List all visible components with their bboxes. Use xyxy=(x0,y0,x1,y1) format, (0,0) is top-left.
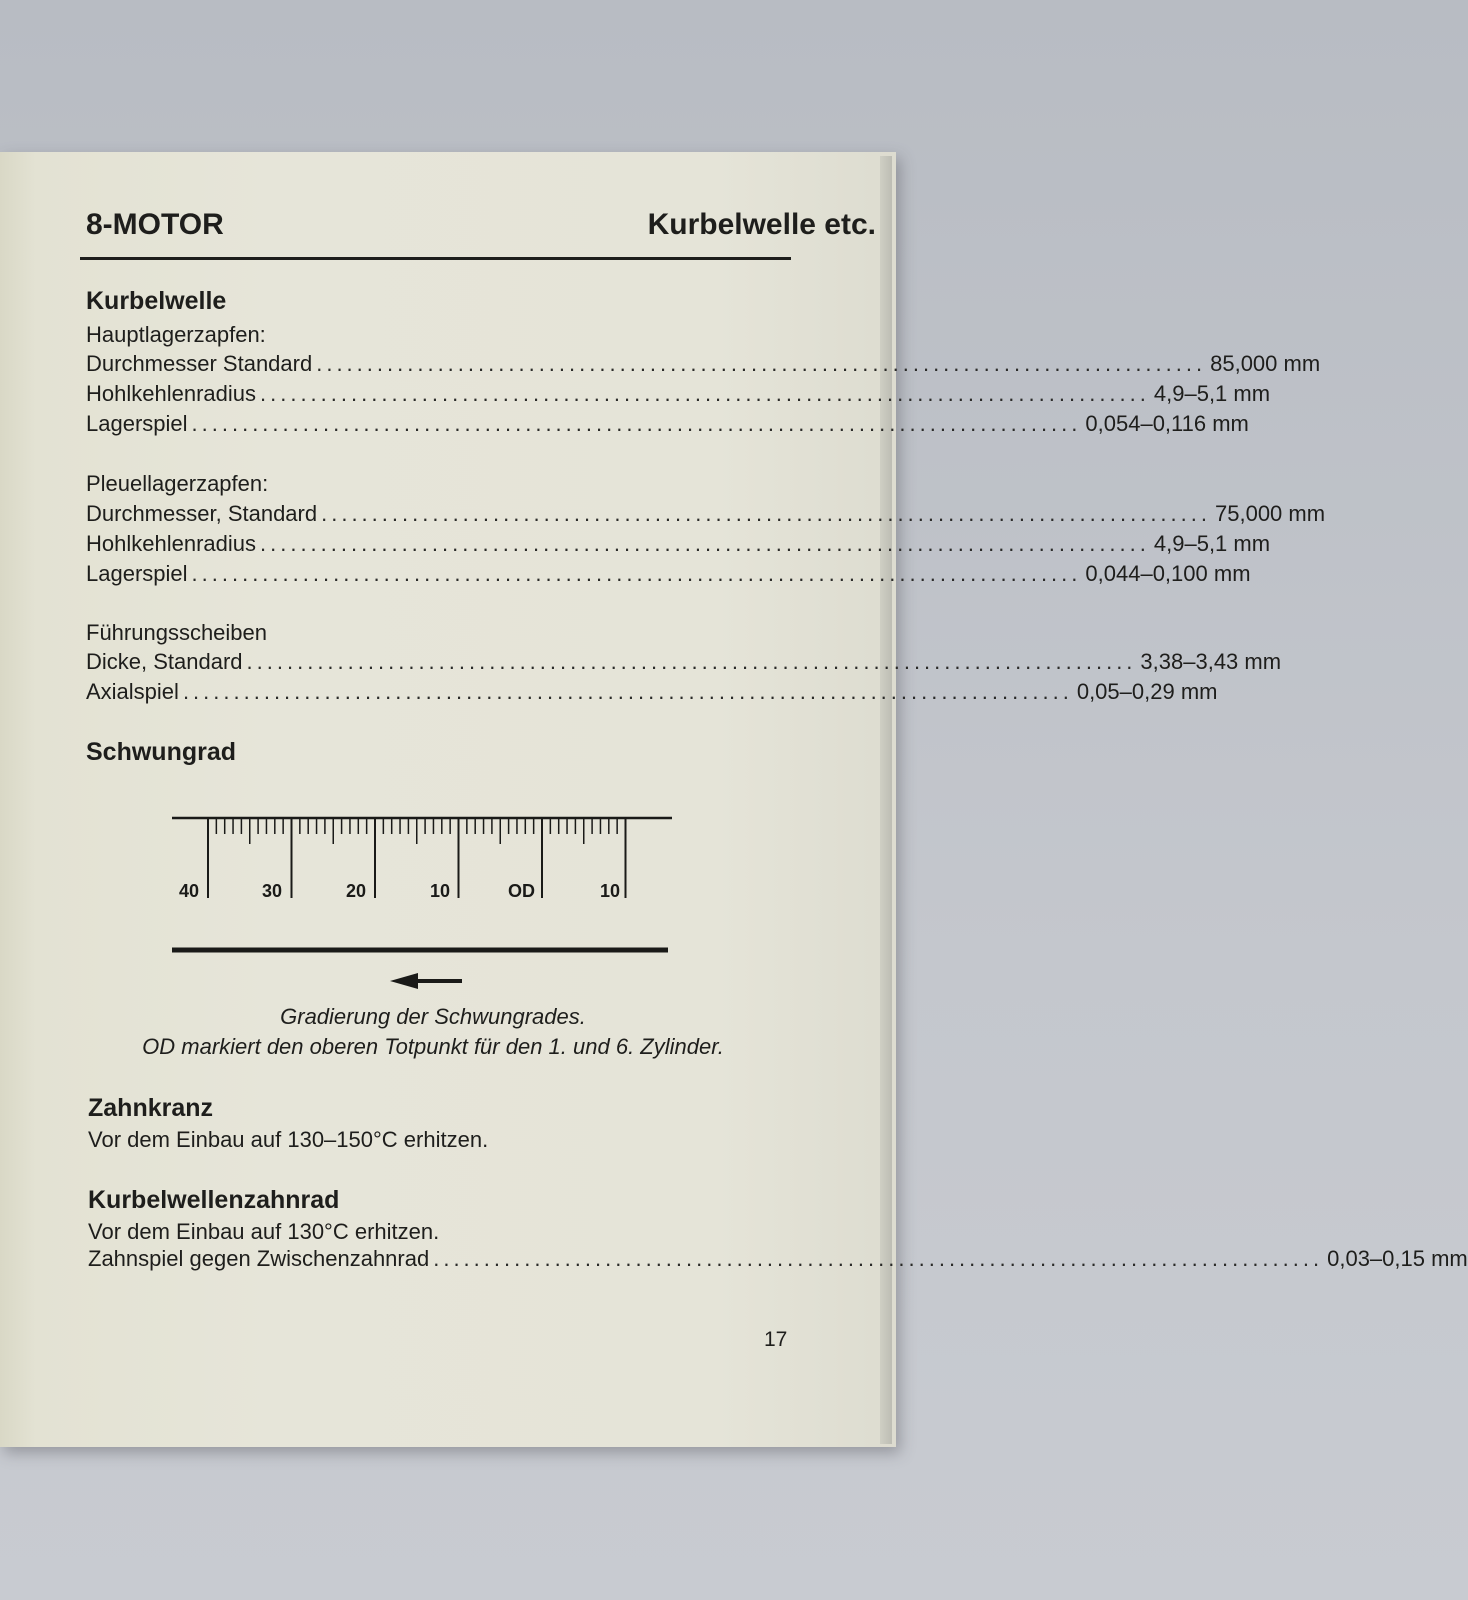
spec-row xyxy=(86,648,1282,676)
spec-row xyxy=(86,678,1218,706)
spec-label: Zahnspiel gegen Zwischenzahnrad xyxy=(88,1246,430,1271)
zahnkranz-title: Zahnkranz xyxy=(88,1094,214,1122)
spec-value: 0,044–0,100 mm xyxy=(1085,561,1251,586)
arrow-left-icon xyxy=(390,973,462,989)
spec-label: Durchmesser Standard xyxy=(86,351,313,376)
kurbelwellenzahnrad-text: Vor dem Einbau auf 130°C erhitzen. xyxy=(88,1219,440,1244)
spec-row xyxy=(86,350,1321,378)
spec-value: 0,03–0,15 mm xyxy=(1327,1246,1468,1271)
scale-label-od: OD xyxy=(508,881,535,901)
spec-label: Lagerspiel xyxy=(86,411,188,436)
spec-row xyxy=(86,500,1326,528)
spec-value: 0,054–0,116 mm xyxy=(1085,411,1249,436)
spec-value: 4,9–5,1 mm xyxy=(1153,531,1271,556)
flywheel-scale-diagram xyxy=(160,800,690,1000)
kurbelwellenzahnrad-title: Kurbelwellenzahnrad xyxy=(88,1186,340,1214)
leader-dots: ........................................................................................ xyxy=(260,531,1150,556)
leader-dots: ........................................................................................ xyxy=(433,1246,1324,1271)
spec-row xyxy=(88,1245,1468,1273)
hauptlager-subtitle: Hauptlagerzapfen: xyxy=(86,322,266,347)
leader-dots: ........................................................................................ xyxy=(316,351,1207,376)
leader-dots: ........................................................................................ xyxy=(321,501,1211,526)
spec-value: 3,38–3,43 mm xyxy=(1140,649,1282,674)
section-heading: Kurbelwelle etc. xyxy=(647,208,876,241)
spec-row xyxy=(86,560,1251,588)
spec-label: Durchmesser, Standard xyxy=(86,501,318,526)
spec-label: Hohlkehlenradius xyxy=(86,381,256,406)
spec-label: Axialspiel xyxy=(86,679,179,704)
scale-label-40: 40 xyxy=(179,881,200,901)
pleuellager-subtitle: Pleuellagerzapfen: xyxy=(86,471,269,496)
chapter-title: 8-MOTOR xyxy=(86,208,224,241)
spec-value: 75,000 mm xyxy=(1215,501,1326,526)
leader-dots: ........................................................................................ xyxy=(182,679,1073,704)
leader-dots: ........................................................................................ xyxy=(191,561,1082,586)
spec-label: Lagerspiel xyxy=(86,561,188,586)
spec-row xyxy=(86,410,1249,438)
scale-label-10-right: 10 xyxy=(600,881,621,901)
scale-label-20: 20 xyxy=(346,881,367,901)
spec-value: 85,000 mm xyxy=(1210,351,1321,376)
spec-value: 4,9–5,1 mm xyxy=(1153,381,1271,406)
leader-dots: ........................................................................................ xyxy=(246,649,1137,674)
figure-caption-line2: OD markiert den oberen Totpunkt für den 1. und 6. Zylinder. xyxy=(142,1034,724,1059)
leader-dots: ........................................................................................ xyxy=(260,381,1150,406)
spec-label: Hohlkehlenradius xyxy=(86,531,256,556)
scale-label-30: 30 xyxy=(262,881,283,901)
figure-caption-line1: Gradierung der Schwungrades. xyxy=(280,1004,586,1029)
header-rule xyxy=(80,257,791,260)
spec-label: Dicke, Standard xyxy=(86,649,243,674)
scale-label-10: 10 xyxy=(430,881,451,901)
kurbelwelle-title: Kurbelwelle xyxy=(86,287,227,315)
schwungrad-title: Schwungrad xyxy=(86,738,237,766)
zahnkranz-text: Vor dem Einbau auf 130–150°C erhitzen. xyxy=(88,1127,489,1152)
leader-dots: ........................................................................................ xyxy=(191,411,1082,436)
fuehrung-subtitle: Führungsscheiben xyxy=(86,620,268,645)
spec-value: 0,05–0,29 mm xyxy=(1076,679,1218,704)
spec-row xyxy=(86,530,1271,558)
spec-row xyxy=(86,380,1271,408)
page-number: 17 xyxy=(764,1328,788,1351)
scale-labels xyxy=(179,881,620,901)
